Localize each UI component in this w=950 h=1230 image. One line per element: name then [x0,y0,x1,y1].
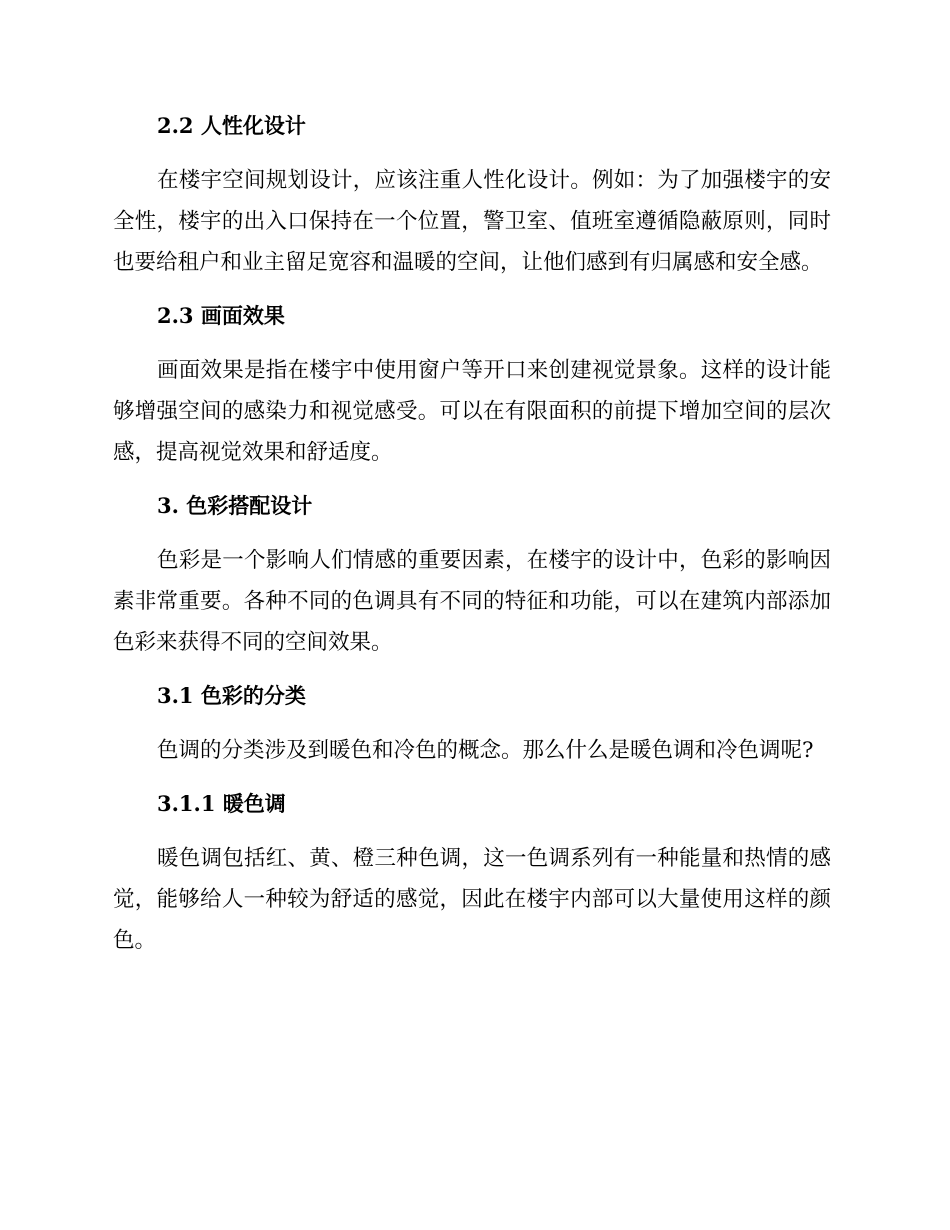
section-paragraph-2-3: 画面效果是指在楼宇中使用窗户等开口来创建视觉景象。这样的设计能够增强空间的感染力和视觉感受。可以在有限面积的前提下增加空间的层次感，提高视觉效果和舒适度。 [113,358,831,465]
section-paragraph-2-2: 在楼宇空间规划设计，应该注重人性化设计。例如：为了加强楼宇的安全性，楼宇的出入口保持在一个位置，警卫室、值班室遵循隐蔽原则，同时也要给租户和业主留足宽容和温暖的空间，让他们感到有归属感和安全感。 [113,168,831,275]
section-paragraph-3-1: 色调的分类涉及到暖色和冷色的概念。那么什么是暖色调和冷色调呢? [157,738,814,763]
section-paragraph-3: 色彩是一个影响人们情感的重要因素，在楼宇的设计中，色彩的影响因素非常重要。各种不同的色调具有不同的特征和功能，可以在建筑内部添加色彩来获得不同的空间效果。 [113,548,831,655]
document-body [113,106,831,961]
section-heading-3-1: 3.1 色彩的分类 [157,683,306,708]
section-paragraph-3-1-1: 暖色调包括红、黄、橙三种色调，这一色调系列有一种能量和热情的感觉，能够给人一种较为舒适的感觉，因此在楼宇内部可以大量使用这样的颜色。 [113,846,831,953]
section-heading-3-1-1: 3.1.1 暖色调 [157,791,286,816]
section-heading-2-3: 2.3 画面效果 [157,303,285,328]
section-heading-3: 3. 色彩搭配设计 [157,493,313,518]
section-heading-2-2: 2.2 人性化设计 [157,113,306,138]
